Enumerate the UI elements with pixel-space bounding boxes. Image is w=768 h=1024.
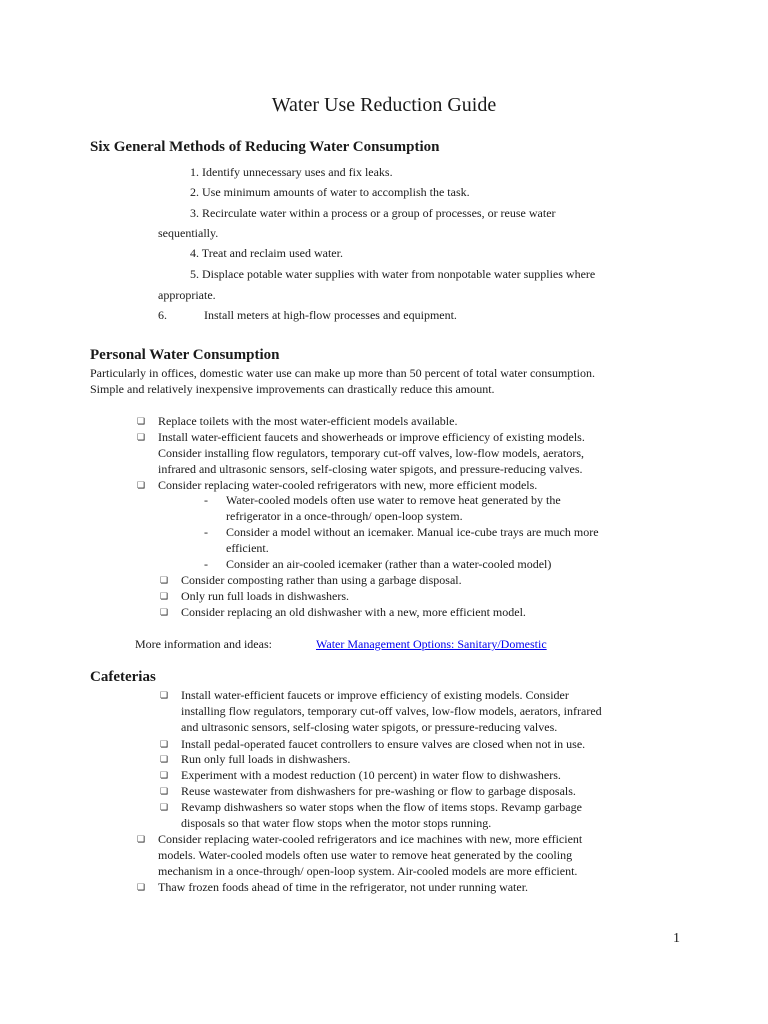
section-heading-general-methods: Six General Methods of Reducing Water Consumption bbox=[90, 139, 440, 155]
list-item: Consider composting rather than using a garbage disposal. bbox=[181, 573, 462, 587]
list-item-continuation: mechanism in a once-through/ open-loop system. Air-cooled models are more efficient. bbox=[158, 864, 578, 878]
list-item: Thaw frozen foods ahead of time in the refrigerator, not under running water. bbox=[158, 880, 529, 894]
list-item-continuation: disposals so that water flow stops when the motor stops running. bbox=[181, 816, 492, 830]
checkbox-bullet-icon: ❏ bbox=[160, 575, 169, 585]
method-item: Install meters at high-flow processes and equipment. bbox=[204, 308, 457, 322]
method-item: 4. Treat and reclaim used water. bbox=[190, 246, 343, 260]
list-item: Reuse wastewater from dishwashers for pre-washing or flow to garbage disposals. bbox=[181, 784, 576, 798]
checkbox-bullet-icon: ❏ bbox=[160, 786, 169, 796]
sub-list-item-continuation: efficient. bbox=[226, 541, 269, 555]
method-item-continuation: sequentially. bbox=[158, 226, 219, 240]
sub-list-item: Consider an air-cooled icemaker (rather than a water-cooled model) bbox=[226, 557, 552, 571]
page-title: Water Use Reduction Guide bbox=[271, 94, 497, 116]
checkbox-bullet-icon: ❏ bbox=[160, 591, 169, 601]
dash-bullet-icon: - bbox=[204, 525, 208, 539]
dash-bullet-icon: - bbox=[204, 493, 208, 507]
method-item: 5. Displace potable water supplies with water from nonpotable water supplies where bbox=[190, 267, 596, 281]
page-number: 1 bbox=[673, 931, 680, 946]
method-item-number: 6. bbox=[158, 308, 167, 322]
sub-list-item: Water-cooled models often use water to remove heat generated by the bbox=[226, 493, 561, 507]
list-item-continuation: infrared and ultrasonic sensors, self-closing water spigots, and pressure-reducing valves. bbox=[158, 462, 583, 476]
list-item: Only run full loads in dishwashers. bbox=[181, 589, 349, 603]
list-item: Replace toilets with the most water-efficient models available. bbox=[158, 414, 458, 428]
method-item: 3. Recirculate water within a process or a group of processes, or reuse water bbox=[190, 206, 556, 220]
intro-text: Simple and relatively inexpensive improvements can drastically reduce this amount. bbox=[90, 382, 495, 396]
water-management-options-link[interactable]: Water Management Options: Sanitary/Domestic bbox=[316, 637, 547, 651]
list-item: Consider replacing an old dishwasher with a new, more efficient model. bbox=[181, 605, 526, 619]
method-item: 2. Use minimum amounts of water to accomplish the task. bbox=[190, 185, 470, 199]
dash-bullet-icon: - bbox=[204, 557, 208, 571]
checkbox-bullet-icon: ❏ bbox=[137, 416, 146, 426]
checkbox-bullet-icon: ❏ bbox=[160, 802, 169, 812]
section-heading-cafeterias: Cafeterias bbox=[90, 669, 156, 685]
section-heading-personal: Personal Water Consumption bbox=[90, 347, 280, 363]
list-item: Revamp dishwashers so water stops when the flow of items stops. Revamp garbage bbox=[181, 800, 582, 814]
list-item: Run only full loads in dishwashers. bbox=[181, 752, 351, 766]
intro-text: Particularly in offices, domestic water use can make up more than 50 percent of total water consumption. bbox=[90, 366, 595, 380]
more-info-label: More information and ideas: bbox=[135, 637, 272, 651]
checkbox-bullet-icon: ❏ bbox=[137, 480, 146, 490]
method-item-continuation: appropriate. bbox=[158, 288, 216, 302]
sub-list-item-continuation: refrigerator in a once-through/ open-loop system. bbox=[226, 509, 463, 523]
list-item: Install water-efficient faucets and showerheads or improve efficiency of existing models. bbox=[158, 430, 585, 444]
list-item: Experiment with a modest reduction (10 percent) in water flow to dishwashers. bbox=[181, 768, 561, 782]
checkbox-bullet-icon: ❏ bbox=[137, 882, 146, 892]
list-item: Consider replacing water-cooled refrigerators and ice machines with new, more efficient bbox=[158, 832, 583, 846]
list-item: Install pedal-operated faucet controllers to ensure valves are closed when not in use. bbox=[181, 737, 586, 751]
checkbox-bullet-icon: ❏ bbox=[160, 739, 169, 749]
checkbox-bullet-icon: ❏ bbox=[160, 690, 169, 700]
method-item: 1. Identify unnecessary uses and fix leaks. bbox=[190, 165, 393, 179]
list-item: Consider replacing water-cooled refrigerators with new, more efficient models. bbox=[158, 478, 538, 492]
checkbox-bullet-icon: ❏ bbox=[137, 432, 146, 442]
sub-list-item: Consider a model without an icemaker. Manual ice-cube trays are much more bbox=[226, 525, 599, 539]
list-item-continuation: installing flow regulators, temporary cut-off valves, low-flow models, aerators, infrared bbox=[181, 704, 602, 718]
checkbox-bullet-icon: ❏ bbox=[160, 754, 169, 764]
checkbox-bullet-icon: ❏ bbox=[137, 834, 146, 844]
checkbox-bullet-icon: ❏ bbox=[160, 607, 169, 617]
list-item-continuation: and ultrasonic sensors, self-closing water spigots, or pressure-reducing valves. bbox=[181, 720, 558, 734]
list-item-continuation: models. Water-cooled models often use water to remove heat generated by the cooling bbox=[158, 848, 573, 862]
checkbox-bullet-icon: ❏ bbox=[160, 770, 169, 780]
list-item-continuation: Consider installing flow regulators, temporary cut-off valves, low-flow models, aerators, bbox=[158, 446, 585, 460]
list-item: Install water-efficient faucets or improve efficiency of existing models. Consider bbox=[181, 688, 569, 702]
